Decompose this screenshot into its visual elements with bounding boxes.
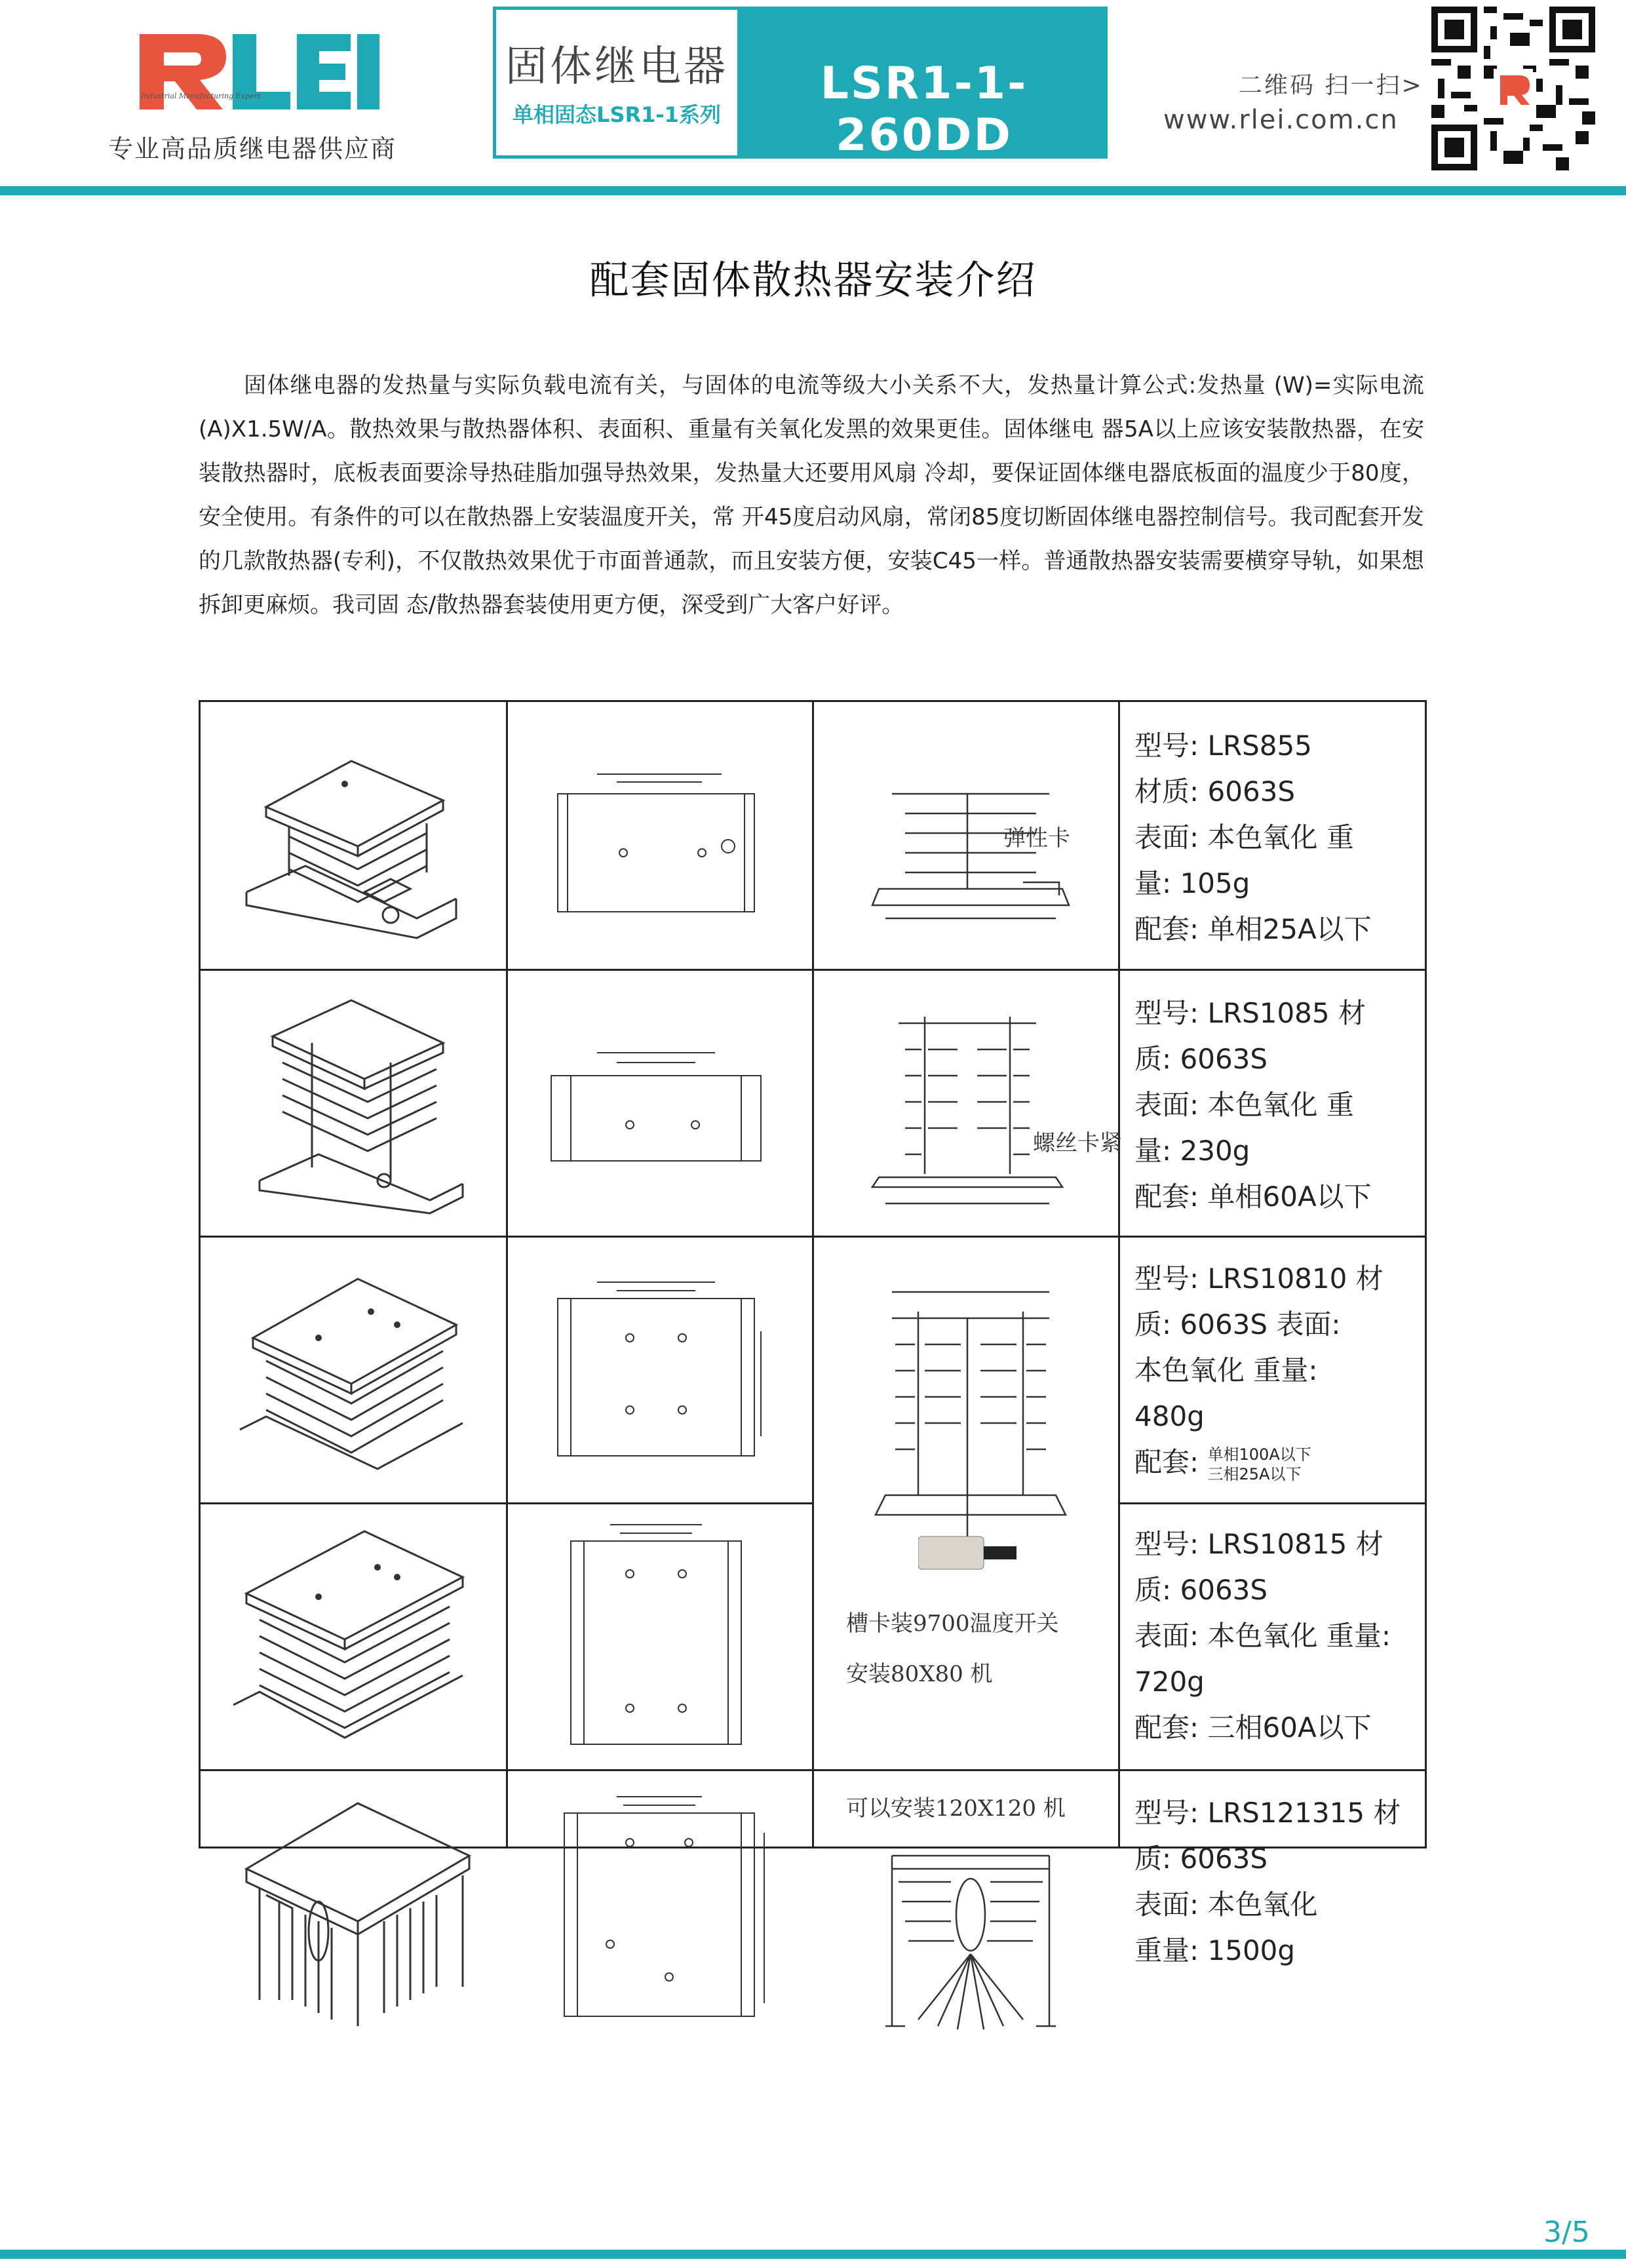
header-divider: [0, 186, 1626, 195]
rlei-logo: [134, 28, 383, 119]
website-link[interactable]: www.rlei.com.cn: [1163, 105, 1399, 135]
front-note-lrs1085: 螺丝卡紧: [1033, 1130, 1122, 1156]
spec-line: 720g: [1134, 1666, 1205, 1698]
category-subtitle: 单相固态LSR1-1系列: [513, 102, 721, 127]
spec-lrs10810: [1134, 1256, 1384, 1485]
spec-line: 型号: LRS1085 材: [1134, 997, 1366, 1029]
spec-line: 型号: LRS10815 材: [1134, 1528, 1384, 1560]
heatsink-top-view-lrs10815: [532, 1521, 787, 1751]
spec-line: 配套: 三相60A以下: [1134, 1711, 1372, 1744]
qr-hint: 二维码 扫一扫>: [1239, 72, 1423, 99]
footer-divider: [0, 2250, 1626, 2259]
spec-line: 表面: 本色氧化 重量:: [1134, 1620, 1391, 1652]
spec-line: 量: 105g: [1134, 867, 1250, 899]
match-single-phase: 单相100A以下: [1207, 1445, 1311, 1464]
intro-text: 固体继电器的发热量与实际负载电流有关，与固体的电流等级大小关系不大，发热量计算公式:发热量 (W)=实际电流(A)X1.5W/A。散热效果与散热器体积、表面积、重量有关氧化发黑的效果更佳。固体继电 器5A以上应该安装散热器，在安装散热器时，底板表面要涂导热硅脂加强导热效果，发热量大还要用风扇 冷却，要保证固体继电器底板面的温度少于80度，安全使用。有条件的可以在散热器上安装温度开关，常 开45度启动风扇，常闭85度切断固体继电器控制信号。我司配套开发的几款散热器(专利)，不仅散热效果优于市面普通款，而且安装方便，安装C45一样。普通散热器安装需要横穿导轨，如果想拆卸更麻烦。我司固 态/散热器套装使用更方便，深受到广大客户好评。: [199, 372, 1424, 618]
heatsink-top-view-lrs10810: [532, 1279, 787, 1476]
temperature-switch-photo: [918, 1533, 1016, 1573]
spec-line: 质: 6063S: [1134, 1574, 1268, 1606]
heatsink-front-view-lrs121315: [833, 1829, 1095, 2039]
match-three-phase: 三相25A以下: [1207, 1464, 1302, 1483]
intro-paragraph: [199, 364, 1424, 627]
spec-line: 质: 6063S 表面:: [1134, 1308, 1341, 1340]
company-slogan: 专业高品质继电器供应商: [108, 134, 397, 163]
heatsink-table: [199, 700, 1427, 1966]
spec-line: 重量: 1500g: [1134, 1934, 1296, 1966]
page-title: 配套固体散热器安装介绍: [589, 258, 1037, 303]
col-divider: [506, 702, 508, 1847]
heatsink-front-view-lrs1085: [833, 990, 1095, 1220]
spec-lrs1085: [1134, 990, 1372, 1220]
heatsink-top-view-lrs121315: [532, 1793, 787, 2029]
heatsink-top-view-lrs1085: [532, 1043, 787, 1187]
spec-line: 型号: LRS121315 材: [1134, 1797, 1401, 1829]
row-divider: [201, 1236, 1425, 1238]
row-divider: [201, 1502, 812, 1504]
col-divider: [812, 702, 814, 1847]
spec-line: 配套: 单相60A以下: [1134, 1181, 1372, 1213]
qr-code[interactable]: [1431, 7, 1595, 170]
row-divider: [1118, 1502, 1425, 1504]
match-values: [1208, 1445, 1311, 1484]
spec-line: 表面: 本色氧化 重: [1134, 821, 1354, 853]
heatsink-iso-lrs1085: [227, 990, 482, 1220]
spec-line: 表面: 本色氧化 重: [1134, 1089, 1354, 1121]
spec-line: 型号: LRS10810 材: [1134, 1262, 1384, 1295]
spec-line: 配套: 单相25A以下: [1134, 913, 1372, 945]
heatsink-top-view-lrs855: [532, 768, 787, 931]
row-divider: [201, 1769, 1425, 1771]
temp-switch-note: 槽卡装9700温度开关: [846, 1611, 1059, 1637]
spec-lrs10815: [1134, 1521, 1391, 1751]
spec-line: 型号: LRS855: [1134, 730, 1312, 762]
spec-line: 材质: 6063S: [1134, 775, 1296, 808]
page-number: 3/5: [1543, 2216, 1590, 2249]
spec-line: 量: 230g: [1134, 1135, 1250, 1167]
heatsink-iso-lrs855: [227, 728, 482, 945]
spec-match-line: [1134, 1439, 1384, 1485]
spec-line: 表面: 本色氧化: [1134, 1888, 1318, 1921]
heatsink-iso-lrs10815: [220, 1521, 489, 1751]
spec-line: 质: 6063S: [1134, 1043, 1268, 1075]
col-divider: [1118, 702, 1120, 1847]
spec-line: 质: 6063S: [1134, 1843, 1268, 1875]
fan-note-120: 可以安装120X120 机: [846, 1795, 1066, 1822]
front-note-lrs855: 弹性卡: [1003, 825, 1070, 851]
row-divider: [201, 969, 1425, 971]
spec-lrs855: [1134, 723, 1372, 952]
heatsink-iso-lrs10810: [227, 1253, 482, 1489]
match-label: 配套:: [1134, 1446, 1199, 1478]
category-name: 固体继电器: [505, 43, 728, 91]
fan-note-80: 安装80X80 机: [846, 1661, 993, 1687]
spec-line: 本色氧化 重量:: [1134, 1354, 1318, 1386]
product-title-box: [493, 7, 1108, 164]
model-code: LSR1-1-260DD: [820, 58, 1028, 161]
heatsink-front-view-lrs10810: [833, 1279, 1095, 1554]
logo-tagline: Industrial Manufacturing Expert: [141, 92, 261, 100]
spec-lrs121315: [1134, 1790, 1401, 1974]
heatsink-iso-lrs121315: [220, 1790, 489, 2033]
spec-line: 480g: [1134, 1400, 1205, 1432]
